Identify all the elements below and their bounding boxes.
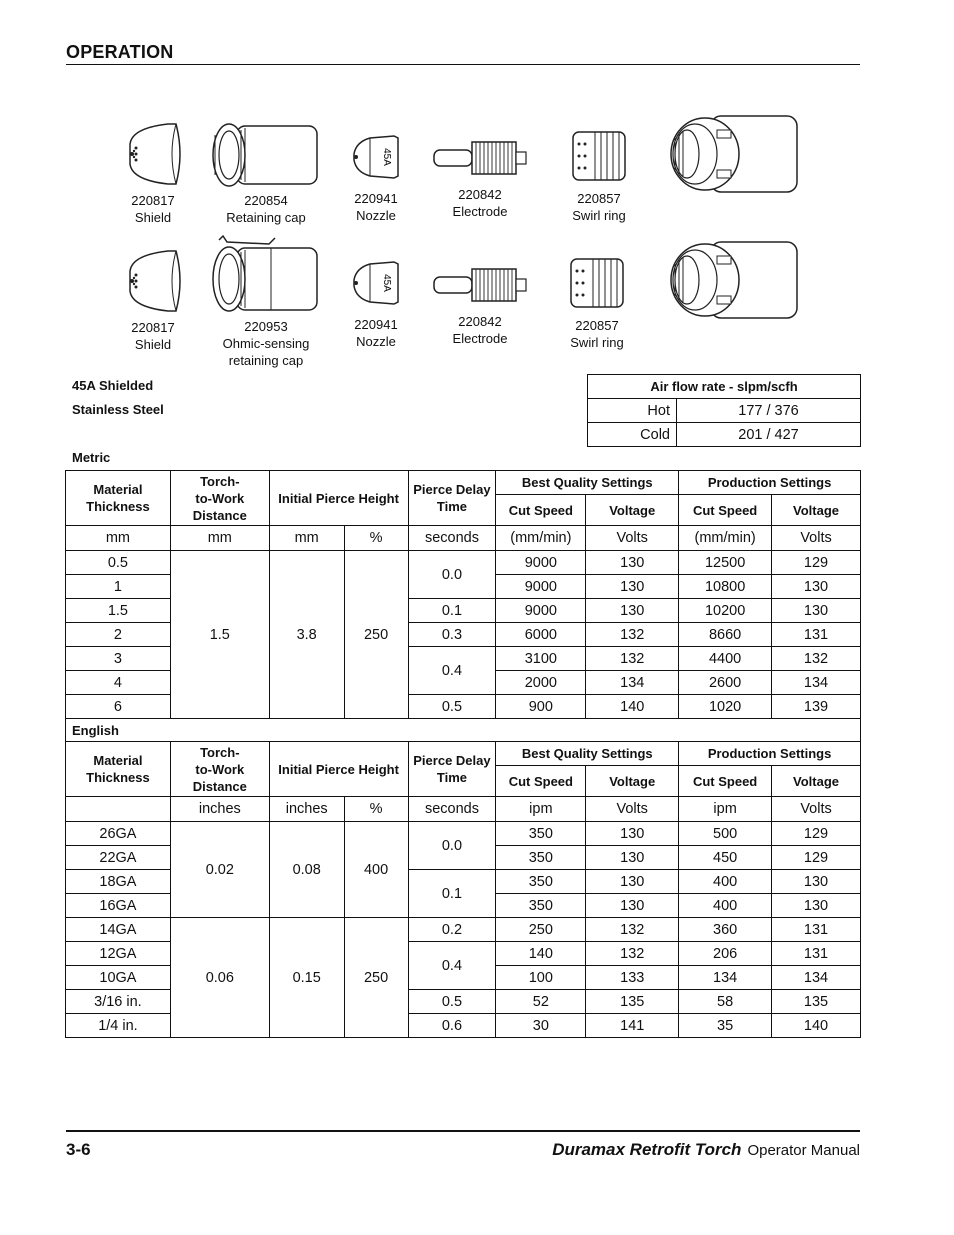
prod-voltage-cell: 130 — [772, 575, 861, 599]
thickness-cell: 26GA — [66, 822, 171, 846]
part-name: retaining cap — [228, 353, 304, 368]
unit-cell: % — [344, 797, 408, 822]
part-number: 220857 — [577, 191, 621, 206]
part-electrode — [428, 261, 532, 347]
part-number: 220842 — [458, 187, 502, 202]
unit-cell: ipm — [496, 797, 586, 822]
part-nozzle — [346, 254, 406, 350]
part-number: 220842 — [458, 314, 502, 329]
part-name: Nozzle — [356, 334, 396, 349]
english-label: English — [66, 719, 861, 742]
part-number: 220817 — [131, 320, 175, 335]
bq-voltage-cell: 130 — [586, 575, 679, 599]
prod-voltage-cell: 135 — [772, 990, 861, 1014]
delay-cell: 0.6 — [408, 1014, 496, 1038]
delay-cell: 0.5 — [408, 990, 496, 1014]
prod-speed-cell: 8660 — [679, 623, 772, 647]
prod-speed-cell: 400 — [679, 870, 772, 894]
prod-voltage-cell: 130 — [772, 599, 861, 623]
nozzle-marking: 45A — [381, 148, 392, 166]
unit-cell: (mm/min) — [679, 526, 772, 551]
pierce-percent-cell: 400 — [344, 822, 408, 918]
bq-speed-cell: 52 — [496, 990, 586, 1014]
cut-chart-table — [65, 470, 861, 1038]
part-retaining-cap — [218, 120, 314, 226]
header-torch-to-work: Torch- to-Work Distance — [170, 471, 269, 526]
thickness-cell: 16GA — [66, 894, 171, 918]
unit-cell: inches — [269, 797, 344, 822]
prod-voltage-cell: 134 — [772, 671, 861, 695]
table-row — [588, 399, 861, 423]
bq-speed-cell: 350 — [496, 846, 586, 870]
header-initial-pierce: Initial Pierce Height — [269, 471, 408, 526]
part-swirl-ring — [556, 126, 642, 224]
prod-speed-cell: 1020 — [679, 695, 772, 719]
section-title: OPERATION — [66, 42, 174, 62]
prod-speed-cell: 2600 — [679, 671, 772, 695]
thickness-cell: 3/16 in. — [66, 990, 171, 1014]
bq-speed-cell: 9000 — [496, 599, 586, 623]
part-torch-body — [664, 240, 800, 324]
prod-voltage-cell: 129 — [772, 551, 861, 575]
thickness-cell: 1 — [66, 575, 171, 599]
unit-cell: mm — [66, 526, 171, 551]
thickness-cell: 3 — [66, 647, 171, 671]
header-cut-speed: Cut Speed — [679, 495, 772, 526]
pierce-height-cell: 0.15 — [269, 918, 344, 1038]
header-torch-to-work: Torch- to-Work Distance — [170, 742, 269, 797]
part-ohmic-retaining-cap — [212, 234, 320, 369]
delay-cell: 0.0 — [408, 551, 496, 599]
prod-speed-cell: 400 — [679, 894, 772, 918]
nozzle-icon — [348, 254, 404, 312]
pierce-height-cell: 0.08 — [269, 822, 344, 918]
units-row — [66, 797, 861, 822]
prod-voltage-cell: 129 — [772, 846, 861, 870]
prod-speed-cell: 500 — [679, 822, 772, 846]
prod-voltage-cell: 139 — [772, 695, 861, 719]
torch-to-work-cell: 0.06 — [170, 918, 269, 1038]
unit-cell — [66, 797, 171, 822]
prod-speed-cell: 10800 — [679, 575, 772, 599]
header-voltage: Voltage — [772, 495, 861, 526]
swirl-ring-icon — [569, 126, 629, 186]
part-number: 220817 — [131, 193, 175, 208]
prod-speed-cell: 4400 — [679, 647, 772, 671]
header-voltage: Voltage — [772, 766, 861, 797]
pierce-percent-cell: 250 — [344, 918, 408, 1038]
header-cut-speed: Cut Speed — [679, 766, 772, 797]
thickness-cell: 6 — [66, 695, 171, 719]
header-material-thickness: Material Thickness — [66, 742, 171, 797]
part-name: Ohmic-sensing — [222, 336, 310, 351]
bq-voltage-cell: 130 — [586, 822, 679, 846]
bq-voltage-cell: 133 — [586, 966, 679, 990]
part-name: Swirl ring — [570, 335, 624, 350]
bq-voltage-cell: 134 — [586, 671, 679, 695]
prod-speed-cell: 450 — [679, 846, 772, 870]
bq-voltage-cell: 130 — [586, 846, 679, 870]
prod-voltage-cell: 129 — [772, 822, 861, 846]
bq-voltage-cell: 141 — [586, 1014, 679, 1038]
unit-cell: inches — [170, 797, 269, 822]
prod-speed-cell: 35 — [679, 1014, 772, 1038]
header-production: Production Settings — [679, 471, 861, 495]
part-name: Shield — [134, 210, 172, 225]
prod-speed-cell: 360 — [679, 918, 772, 942]
delay-cell: 0.4 — [408, 647, 496, 695]
part-name: Electrode — [452, 331, 508, 346]
thickness-cell: 22GA — [66, 846, 171, 870]
swirl-ring-icon — [567, 253, 627, 313]
table-row — [66, 918, 861, 942]
part-electrode — [428, 134, 532, 220]
part-name: Retaining cap — [226, 210, 306, 225]
bq-speed-cell: 350 — [496, 822, 586, 846]
bq-speed-cell: 100 — [496, 966, 586, 990]
unit-cell: (mm/min) — [496, 526, 586, 551]
air-flow-table — [587, 374, 861, 447]
prod-voltage-cell: 134 — [772, 966, 861, 990]
thickness-cell: 0.5 — [66, 551, 171, 575]
prod-voltage-cell: 131 — [772, 623, 861, 647]
unit-cell: Volts — [772, 526, 861, 551]
part-number: 220953 — [244, 319, 288, 334]
torch-body-icon — [665, 240, 799, 320]
prod-speed-cell: 206 — [679, 942, 772, 966]
delay-cell: 0.5 — [408, 695, 496, 719]
thickness-cell: 2 — [66, 623, 171, 647]
prod-voltage-cell: 131 — [772, 918, 861, 942]
header-production: Production Settings — [679, 742, 861, 766]
bq-speed-cell: 350 — [496, 894, 586, 918]
unit-cell: mm — [269, 526, 344, 551]
bq-speed-cell: 9000 — [496, 551, 586, 575]
air-flow-label: Cold — [588, 423, 677, 447]
bq-voltage-cell: 130 — [586, 551, 679, 575]
bq-voltage-cell: 140 — [586, 695, 679, 719]
part-name: Swirl ring — [572, 208, 626, 223]
delay-cell: 0.3 — [408, 623, 496, 647]
thickness-cell: 1.5 — [66, 599, 171, 623]
header-best-quality: Best Quality Settings — [496, 742, 679, 766]
unit-cell: Volts — [772, 797, 861, 822]
bq-speed-cell: 900 — [496, 695, 586, 719]
bq-voltage-cell: 130 — [586, 599, 679, 623]
part-name: Shield — [134, 337, 172, 352]
header-initial-pierce: Initial Pierce Height — [269, 742, 408, 797]
metric-label: Metric — [72, 450, 111, 465]
unit-cell: Volts — [586, 797, 679, 822]
shield-icon — [118, 247, 188, 315]
unit-cell: mm — [170, 526, 269, 551]
header-material-thickness: Material Thickness — [66, 471, 171, 526]
process-amperage: 45A Shielded — [72, 378, 154, 393]
part-name: Electrode — [452, 204, 508, 219]
bq-speed-cell: 9000 — [496, 575, 586, 599]
header-pierce-delay: Pierce Delay Time — [408, 742, 496, 797]
header-cut-speed: Cut Speed — [496, 495, 586, 526]
bq-speed-cell: 140 — [496, 942, 586, 966]
bq-voltage-cell: 130 — [586, 894, 679, 918]
bq-speed-cell: 350 — [496, 870, 586, 894]
torch-to-work-cell: 0.02 — [170, 822, 269, 918]
ohmic-retaining-cap-icon — [207, 234, 325, 314]
bq-speed-cell: 250 — [496, 918, 586, 942]
part-number: 220854 — [244, 193, 288, 208]
bq-speed-cell: 30 — [496, 1014, 586, 1038]
bq-voltage-cell: 132 — [586, 647, 679, 671]
product-name: Duramax Retrofit Torch — [552, 1140, 742, 1159]
air-flow-label: Hot — [588, 399, 677, 423]
process-material: Stainless Steel — [72, 402, 164, 417]
header-best-quality: Best Quality Settings — [496, 471, 679, 495]
nozzle-marking: 45A — [381, 274, 392, 292]
electrode-icon — [430, 261, 530, 309]
bq-voltage-cell: 135 — [586, 990, 679, 1014]
air-flow-header: Air flow rate - slpm/scfh — [588, 375, 861, 399]
bq-voltage-cell: 130 — [586, 870, 679, 894]
document-name: Operator Manual — [747, 1142, 860, 1159]
header-cut-speed: Cut Speed — [496, 766, 586, 797]
prod-speed-cell: 12500 — [679, 551, 772, 575]
header-voltage: Voltage — [586, 495, 679, 526]
part-nozzle — [346, 128, 406, 224]
air-flow-value: 177 / 376 — [677, 399, 861, 423]
bq-speed-cell: 2000 — [496, 671, 586, 695]
bq-speed-cell: 6000 — [496, 623, 586, 647]
delay-cell: 0.0 — [408, 822, 496, 870]
prod-voltage-cell: 132 — [772, 647, 861, 671]
prod-voltage-cell: 130 — [772, 870, 861, 894]
part-number: 220941 — [354, 191, 398, 206]
thickness-cell: 10GA — [66, 966, 171, 990]
thickness-cell: 1/4 in. — [66, 1014, 171, 1038]
delay-cell: 0.1 — [408, 870, 496, 918]
unit-cell: Volts — [586, 526, 679, 551]
header-voltage: Voltage — [586, 766, 679, 797]
bq-voltage-cell: 132 — [586, 942, 679, 966]
part-number: 220857 — [575, 318, 619, 333]
prod-voltage-cell: 140 — [772, 1014, 861, 1038]
bq-voltage-cell: 132 — [586, 623, 679, 647]
torch-to-work-cell: 1.5 — [170, 551, 269, 719]
delay-cell: 0.4 — [408, 942, 496, 990]
part-number: 220941 — [354, 317, 398, 332]
part-torch-body — [664, 114, 800, 198]
header-pierce-delay: Pierce Delay Time — [408, 471, 496, 526]
part-swirl-ring — [554, 253, 640, 351]
pierce-height-cell: 3.8 — [269, 551, 344, 719]
thickness-cell: 14GA — [66, 918, 171, 942]
part-name: Nozzle — [356, 208, 396, 223]
pierce-percent-cell: 250 — [344, 551, 408, 719]
prod-speed-cell: 134 — [679, 966, 772, 990]
shield-icon — [118, 120, 188, 188]
page-number: 3-6 — [66, 1140, 91, 1159]
footer-title — [552, 1140, 860, 1160]
air-flow-value: 201 / 427 — [677, 423, 861, 447]
delay-cell: 0.1 — [408, 599, 496, 623]
prod-speed-cell: 10200 — [679, 599, 772, 623]
delay-cell: 0.2 — [408, 918, 496, 942]
unit-cell: % — [344, 526, 408, 551]
table-row — [66, 551, 861, 575]
prod-speed-cell: 58 — [679, 990, 772, 1014]
header-rule — [66, 64, 860, 65]
nozzle-icon — [348, 128, 404, 186]
unit-cell: ipm — [679, 797, 772, 822]
unit-cell: seconds — [408, 526, 496, 551]
thickness-cell: 12GA — [66, 942, 171, 966]
units-row — [66, 526, 861, 551]
prod-voltage-cell: 131 — [772, 942, 861, 966]
table-row — [588, 423, 861, 447]
unit-cell: seconds — [408, 797, 496, 822]
thickness-cell: 4 — [66, 671, 171, 695]
electrode-icon — [430, 134, 530, 182]
part-shield — [112, 120, 194, 226]
part-shield — [112, 247, 194, 353]
prod-voltage-cell: 130 — [772, 894, 861, 918]
footer-rule — [66, 1130, 860, 1132]
bq-voltage-cell: 132 — [586, 918, 679, 942]
retaining-cap-icon — [207, 120, 325, 188]
bq-speed-cell: 3100 — [496, 647, 586, 671]
torch-body-icon — [665, 114, 799, 194]
table-row — [66, 822, 861, 846]
thickness-cell: 18GA — [66, 870, 171, 894]
